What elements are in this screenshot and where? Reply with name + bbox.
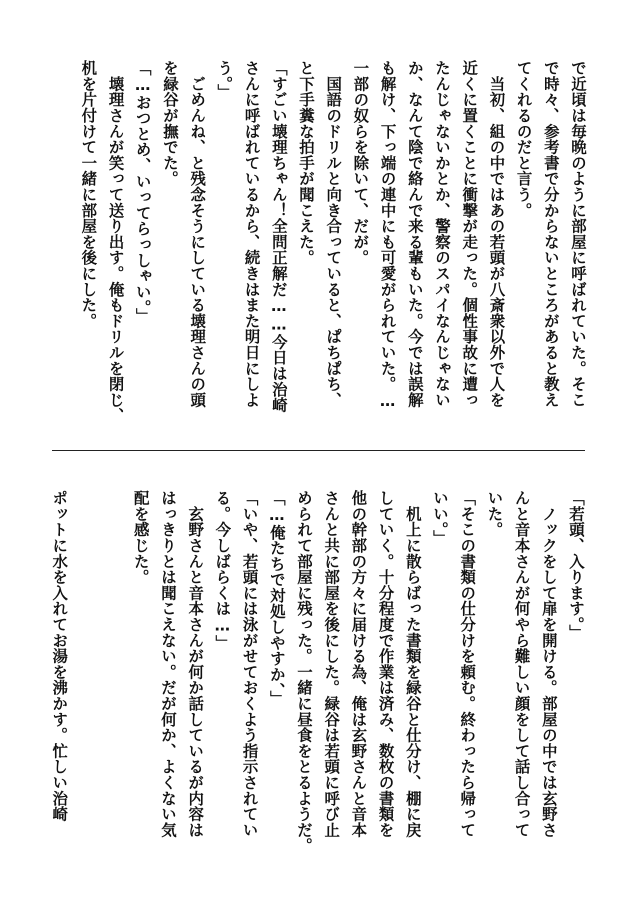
text-line: 壊理さんが笑って送り出す。俺もドリルを閉じ、 — [106, 60, 125, 424]
bottom-text-block — [45, 490, 589, 870]
text-line: を緑谷が撫でた。 — [160, 60, 179, 187]
text-line: 当初、組の中ではあの若頭が八斎衆以外で人を — [487, 60, 506, 408]
text-line: たんじゃないかとか、警察のスパイなんじゃない — [432, 60, 451, 408]
top-text-block — [74, 60, 591, 432]
text-line: う。」 — [215, 60, 234, 100]
text-line: 国語のドリルと向き合っていると、ぱちぱち、 — [324, 60, 343, 408]
text-line: 机を片付けて一緒に部屋を後にした。 — [79, 60, 98, 329]
text-line: さんと共に部屋を後にした。緑谷は若頭に呼び止 — [322, 490, 341, 838]
text-line: 配を感じた。 — [131, 490, 150, 585]
text-line: 「いや、若頭には泳がせておくよう指示されてい — [240, 490, 259, 838]
text-line: 近くに置くことに衝撃が走った。個性事故に遭っ — [460, 60, 479, 408]
text-line: ごめんね、と残念そうにしている壊理さんの頭 — [188, 60, 207, 408]
text-line: 「そこの書類の仕分けを頼む。終わったら帰って — [458, 490, 477, 838]
text-line: か、なんて陰で絡んで来る輩もいた。今では誤解 — [405, 60, 424, 408]
text-line: 「若頭、入ります。」 — [567, 490, 585, 641]
text-line: る。今しばらくは…」 — [213, 490, 232, 651]
text-line: んと音本さんが何やら難しい顔をして話し合って — [512, 490, 531, 838]
text-line: ポットに水を入れてお湯を沸かす。忙しい治崎 — [50, 490, 69, 822]
text-line: 机上に散らばった書類を緑谷と仕分け、棚に戻 — [403, 490, 422, 838]
text-line: で近頃は毎晩のように部屋に呼ばれていた。そこ — [569, 60, 587, 408]
text-line: さんに呼ばれているから、続きはまた明日にしよ — [242, 60, 261, 408]
text-line: はっきりとは聞こえない。だが何か、よくない気 — [158, 490, 177, 838]
text-line: していく。十分程度で作業は済み、数枚の書類を — [376, 490, 395, 838]
text-line: 他の幹部の方々に届ける為、俺は玄野さんと音本 — [349, 490, 368, 838]
text-line: と下手糞な拍手が聞こえた。 — [296, 60, 315, 266]
text-line: いた。 — [485, 490, 504, 538]
text-line: 「…俺たちで対処しやすか、」 — [267, 490, 286, 707]
text-line: 「…おつとめ、いってらっしゃい。」 — [133, 60, 152, 324]
text-line: 一部の奴らを除いて、だが。 — [351, 60, 370, 266]
text-line: ノックをして扉を開ける。部屋の中では玄野さ — [539, 490, 558, 838]
text-line: 玄野さんと音本さんが何か話しているが内容は — [186, 490, 205, 838]
text-line: てくれるのだと言う。 — [514, 60, 533, 218]
blank-line — [72, 490, 99, 870]
blank-line — [99, 490, 126, 870]
text-line: も解け、下っ端の連中にも可愛がられていた。… — [378, 60, 397, 411]
text-line: 「すごい壊理ちゃん！全問正解だ……今日は治崎 — [269, 60, 288, 413]
text-line: められて部屋に残った。一緒に昼食をとるようだ。 — [294, 490, 313, 854]
text-line: で時々、参考書で分からないところがあると教え — [541, 60, 560, 408]
section-divider — [52, 450, 585, 451]
text-line: いい。」 — [430, 490, 449, 546]
